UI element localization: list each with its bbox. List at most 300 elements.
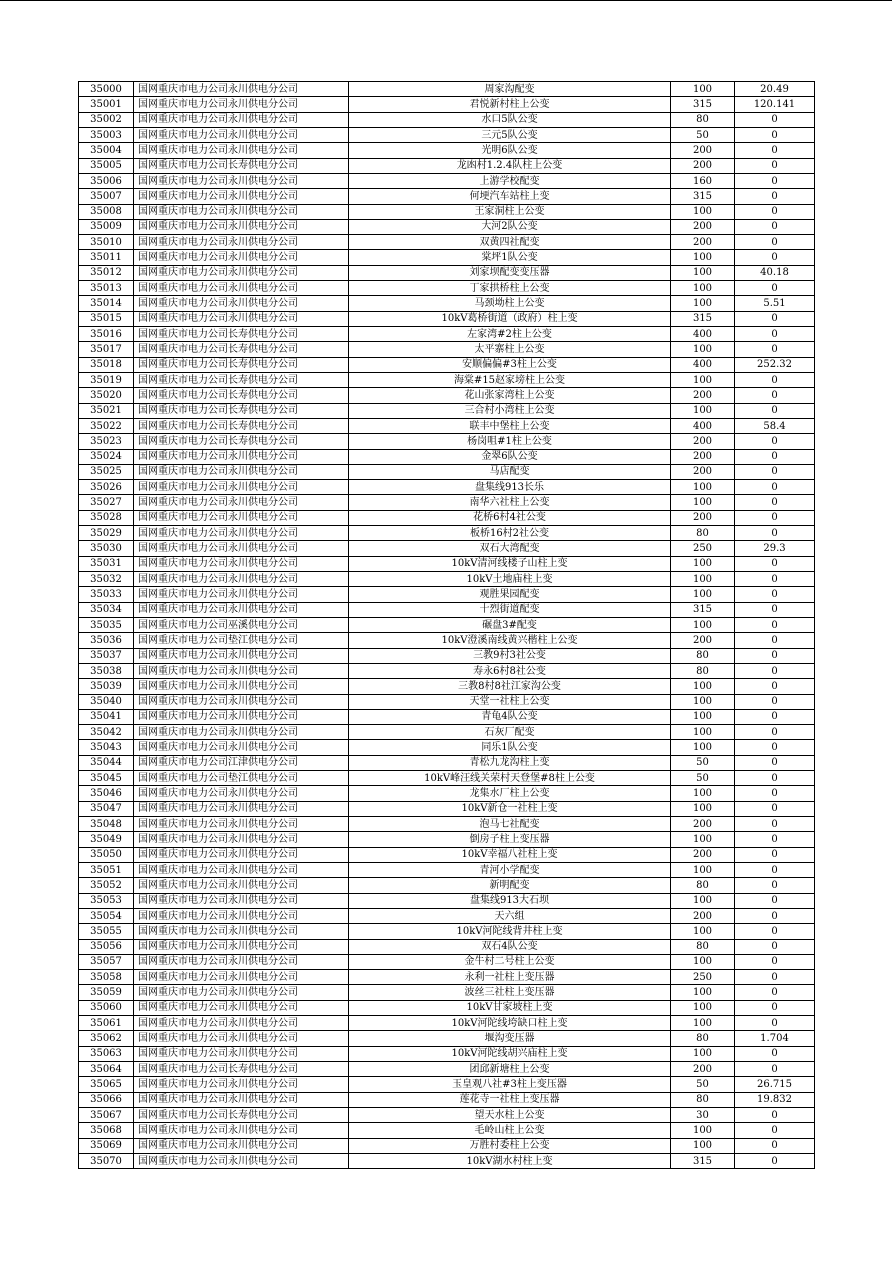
table-row — [79, 862, 815, 877]
cell-company: 国网重庆市电力公司永川供电分公司 — [134, 510, 349, 525]
cell-transformer-name: 王家洞柱上公变 — [349, 204, 671, 219]
cell-transformer-name: 南华六社柱上公变 — [349, 495, 671, 510]
cell-company: 国网重庆市电力公司永川供电分公司 — [134, 556, 349, 571]
cell-value: 0 — [735, 464, 815, 479]
cell-id: 35036 — [79, 633, 134, 648]
cell-value: 0 — [735, 342, 815, 357]
cell-value: 0 — [735, 189, 815, 204]
cell-company: 国网重庆市电力公司永川供电分公司 — [134, 265, 349, 280]
cell-id: 35044 — [79, 755, 134, 770]
table-row — [79, 1123, 815, 1138]
cell-company: 国网重庆市电力公司永川供电分公司 — [134, 311, 349, 326]
cell-id: 35047 — [79, 801, 134, 816]
cell-capacity: 200 — [671, 1062, 735, 1077]
cell-transformer-name: 10kV湖水村柱上变 — [349, 1153, 671, 1168]
cell-capacity: 30 — [671, 1107, 735, 1122]
cell-value: 0 — [735, 158, 815, 173]
table-row — [79, 587, 815, 602]
cell-transformer-name: 永利一社柱上变压器 — [349, 970, 671, 985]
table-row — [79, 786, 815, 801]
cell-value: 0 — [735, 1123, 815, 1138]
cell-capacity: 50 — [671, 1077, 735, 1092]
cell-transformer-name: 10kV峰汪线关荣村天登堡#8柱上公变 — [349, 771, 671, 786]
cell-transformer-name: 水口5队公变 — [349, 112, 671, 127]
cell-company: 国网重庆市电力公司永川供电分公司 — [134, 189, 349, 204]
table-row — [79, 388, 815, 403]
table-row — [79, 985, 815, 1000]
cell-id: 35020 — [79, 388, 134, 403]
cell-id: 35063 — [79, 1046, 134, 1061]
cell-id: 35000 — [79, 82, 134, 97]
cell-id: 35030 — [79, 541, 134, 556]
cell-capacity: 100 — [671, 617, 735, 632]
cell-transformer-name: 寿永6村8社公变 — [349, 663, 671, 678]
cell-transformer-name: 10kV河陀线胡兴庙柱上变 — [349, 1046, 671, 1061]
cell-company: 国网重庆市电力公司永川供电分公司 — [134, 449, 349, 464]
table-row — [79, 158, 815, 173]
cell-value: 0 — [735, 771, 815, 786]
cell-company: 国网重庆市电力公司永川供电分公司 — [134, 862, 349, 877]
cell-capacity: 100 — [671, 709, 735, 724]
cell-id: 35015 — [79, 311, 134, 326]
table-row — [79, 878, 815, 893]
table-row — [79, 327, 815, 342]
cell-capacity: 100 — [671, 1016, 735, 1031]
cell-value: 0 — [735, 709, 815, 724]
cell-value: 0 — [735, 143, 815, 158]
cell-capacity: 100 — [671, 786, 735, 801]
cell-company: 国网重庆市电力公司永川供电分公司 — [134, 786, 349, 801]
cell-company: 国网重庆市电力公司永川供电分公司 — [134, 970, 349, 985]
cell-capacity: 100 — [671, 403, 735, 418]
cell-transformer-name: 三元5队公变 — [349, 127, 671, 142]
table-row — [79, 893, 815, 908]
cell-transformer-name: 青龟4队公变 — [349, 709, 671, 724]
cell-id: 35041 — [79, 709, 134, 724]
cell-company: 国网重庆市电力公司长寿供电分公司 — [134, 434, 349, 449]
table-row — [79, 617, 815, 632]
cell-capacity: 315 — [671, 1153, 735, 1168]
cell-transformer-name: 周家沟配变 — [349, 82, 671, 97]
cell-company: 国网重庆市电力公司永川供电分公司 — [134, 1077, 349, 1092]
cell-value: 0 — [735, 924, 815, 939]
table-row — [79, 663, 815, 678]
cell-id: 35049 — [79, 832, 134, 847]
cell-company: 国网重庆市电力公司永川供电分公司 — [134, 250, 349, 265]
cell-company: 国网重庆市电力公司江津供电分公司 — [134, 755, 349, 770]
table-row — [79, 1077, 815, 1092]
cell-transformer-name: 三合村小湾柱上公变 — [349, 403, 671, 418]
cell-value: 0 — [735, 219, 815, 234]
cell-id: 35058 — [79, 970, 134, 985]
cell-transformer-name: 杨岗咀#1柱上公变 — [349, 434, 671, 449]
cell-id: 35057 — [79, 954, 134, 969]
cell-capacity: 100 — [671, 372, 735, 387]
cell-company: 国网重庆市电力公司永川供电分公司 — [134, 817, 349, 832]
cell-transformer-name: 倒房子柱上变压器 — [349, 832, 671, 847]
cell-value: 29.3 — [735, 541, 815, 556]
cell-company: 国网重庆市电力公司永川供电分公司 — [134, 1000, 349, 1015]
cell-value: 0 — [735, 740, 815, 755]
cell-value: 0 — [735, 1107, 815, 1122]
cell-value: 0 — [735, 648, 815, 663]
table-row — [79, 219, 815, 234]
table-row — [79, 541, 815, 556]
cell-id: 35005 — [79, 158, 134, 173]
table-row — [79, 311, 815, 326]
cell-id: 35003 — [79, 127, 134, 142]
cell-capacity: 100 — [671, 572, 735, 587]
cell-capacity: 200 — [671, 143, 735, 158]
cell-capacity: 315 — [671, 97, 735, 112]
cell-capacity: 200 — [671, 464, 735, 479]
cell-company: 国网重庆市电力公司永川供电分公司 — [134, 709, 349, 724]
cell-value: 0 — [735, 1153, 815, 1168]
cell-value: 0 — [735, 388, 815, 403]
cell-value: 120.141 — [735, 97, 815, 112]
cell-value: 0 — [735, 725, 815, 740]
cell-transformer-name: 三教8村8社江家沟公变 — [349, 679, 671, 694]
cell-transformer-name: 观胜果园配变 — [349, 587, 671, 602]
cell-capacity: 80 — [671, 526, 735, 541]
table-row — [79, 480, 815, 495]
cell-capacity: 100 — [671, 924, 735, 939]
table-row — [79, 740, 815, 755]
cell-value: 19.832 — [735, 1092, 815, 1107]
cell-id: 35031 — [79, 556, 134, 571]
spreadsheet-page — [78, 81, 813, 1169]
table-row — [79, 495, 815, 510]
cell-value: 0 — [735, 633, 815, 648]
cell-company: 国网重庆市电力公司永川供电分公司 — [134, 663, 349, 678]
cell-capacity: 100 — [671, 1046, 735, 1061]
cell-value: 20.49 — [735, 82, 815, 97]
cell-value: 26.715 — [735, 1077, 815, 1092]
cell-capacity: 200 — [671, 434, 735, 449]
cell-value: 0 — [735, 832, 815, 847]
cell-transformer-name: 堰沟变压器 — [349, 1031, 671, 1046]
cell-capacity: 400 — [671, 327, 735, 342]
cell-id: 35043 — [79, 740, 134, 755]
cell-company: 国网重庆市电力公司永川供电分公司 — [134, 1123, 349, 1138]
cell-value: 0 — [735, 281, 815, 296]
cell-value: 0 — [735, 1046, 815, 1061]
cell-capacity: 50 — [671, 127, 735, 142]
cell-company: 国网重庆市电力公司永川供电分公司 — [134, 82, 349, 97]
cell-id: 35013 — [79, 281, 134, 296]
cell-transformer-name: 10kV甘家坡柱上变 — [349, 1000, 671, 1015]
cell-transformer-name: 盘集线913大石坝 — [349, 893, 671, 908]
cell-transformer-name: 10kV河陀线垮缺口柱上变 — [349, 1016, 671, 1031]
cell-capacity: 315 — [671, 602, 735, 617]
table-row — [79, 1016, 815, 1031]
cell-transformer-name: 波丝三社柱上变压器 — [349, 985, 671, 1000]
cell-capacity: 100 — [671, 1000, 735, 1015]
cell-company: 国网重庆市电力公司永川供电分公司 — [134, 526, 349, 541]
cell-company: 国网重庆市电力公司永川供电分公司 — [134, 587, 349, 602]
cell-capacity: 100 — [671, 694, 735, 709]
cell-company: 国网重庆市电力公司永川供电分公司 — [134, 954, 349, 969]
cell-value: 0 — [735, 434, 815, 449]
cell-company: 国网重庆市电力公司永川供电分公司 — [134, 219, 349, 234]
cell-capacity: 100 — [671, 480, 735, 495]
cell-id: 35042 — [79, 725, 134, 740]
table-row — [79, 970, 815, 985]
table-row — [79, 97, 815, 112]
table-row — [79, 924, 815, 939]
cell-transformer-name: 三教9村3社公变 — [349, 648, 671, 663]
cell-value: 0 — [735, 679, 815, 694]
cell-transformer-name: 石灰厂配变 — [349, 725, 671, 740]
cell-id: 35008 — [79, 204, 134, 219]
cell-id: 35006 — [79, 173, 134, 188]
cell-id: 35061 — [79, 1016, 134, 1031]
cell-capacity: 100 — [671, 679, 735, 694]
cell-transformer-name: 莲花寺一社柱上变压器 — [349, 1092, 671, 1107]
cell-value: 0 — [735, 556, 815, 571]
table-row — [79, 296, 815, 311]
cell-company: 国网重庆市电力公司永川供电分公司 — [134, 541, 349, 556]
cell-transformer-name: 万胜村委柱上公变 — [349, 1138, 671, 1153]
cell-id: 35060 — [79, 1000, 134, 1015]
cell-value: 0 — [735, 510, 815, 525]
transformer-table — [78, 81, 815, 1169]
cell-capacity: 200 — [671, 908, 735, 923]
cell-id: 35027 — [79, 495, 134, 510]
cell-id: 35035 — [79, 617, 134, 632]
cell-transformer-name: 金牛村二号柱上公变 — [349, 954, 671, 969]
cell-company: 国网重庆市电力公司永川供电分公司 — [134, 1153, 349, 1168]
cell-capacity: 100 — [671, 954, 735, 969]
cell-transformer-name: 毛岭山柱上公变 — [349, 1123, 671, 1138]
table-row — [79, 1153, 815, 1168]
cell-value: 0 — [735, 908, 815, 923]
cell-id: 35010 — [79, 235, 134, 250]
cell-transformer-name: 大河2队公变 — [349, 219, 671, 234]
cell-company: 国网重庆市电力公司长寿供电分公司 — [134, 1062, 349, 1077]
cell-transformer-name: 左家湾#2柱上公变 — [349, 327, 671, 342]
cell-transformer-name: 何埂汽车站柱上变 — [349, 189, 671, 204]
cell-id: 35053 — [79, 893, 134, 908]
cell-transformer-name: 花山张家湾柱上公变 — [349, 388, 671, 403]
cell-transformer-name: 团邱新塘柱上公变 — [349, 1062, 671, 1077]
cell-id: 35050 — [79, 847, 134, 862]
cell-capacity: 50 — [671, 771, 735, 786]
table-row — [79, 954, 815, 969]
cell-id: 35034 — [79, 602, 134, 617]
cell-value: 0 — [735, 801, 815, 816]
cell-value: 0 — [735, 1016, 815, 1031]
cell-value: 0 — [735, 878, 815, 893]
cell-capacity: 200 — [671, 817, 735, 832]
table-row — [79, 908, 815, 923]
cell-transformer-name: 海棠#15赵家塝柱上公变 — [349, 372, 671, 387]
table-row — [79, 694, 815, 709]
cell-company: 国网重庆市电力公司永川供电分公司 — [134, 1016, 349, 1031]
cell-id: 35007 — [79, 189, 134, 204]
cell-company: 国网重庆市电力公司永川供电分公司 — [134, 878, 349, 893]
table-row — [79, 449, 815, 464]
table-row — [79, 679, 815, 694]
cell-transformer-name: 望天水柱上公变 — [349, 1107, 671, 1122]
table-row — [79, 755, 815, 770]
cell-company: 国网重庆市电力公司永川供电分公司 — [134, 173, 349, 188]
cell-capacity: 160 — [671, 173, 735, 188]
cell-value: 0 — [735, 235, 815, 250]
cell-transformer-name: 龙集水厂柱上公变 — [349, 786, 671, 801]
cell-value: 0 — [735, 939, 815, 954]
cell-id: 35032 — [79, 572, 134, 587]
cell-id: 35026 — [79, 480, 134, 495]
cell-transformer-name: 双黄四社配变 — [349, 235, 671, 250]
cell-company: 国网重庆市电力公司永川供电分公司 — [134, 893, 349, 908]
cell-id: 35068 — [79, 1123, 134, 1138]
cell-value: 0 — [735, 250, 815, 265]
table-row — [79, 235, 815, 250]
cell-transformer-name: 光明6队公变 — [349, 143, 671, 158]
cell-id: 35046 — [79, 786, 134, 801]
cell-capacity: 100 — [671, 862, 735, 877]
cell-capacity: 100 — [671, 740, 735, 755]
cell-value: 0 — [735, 1062, 815, 1077]
cell-capacity: 100 — [671, 250, 735, 265]
cell-transformer-name: 上游学校配变 — [349, 173, 671, 188]
table-row — [79, 173, 815, 188]
cell-capacity: 200 — [671, 510, 735, 525]
cell-value: 0 — [735, 495, 815, 510]
cell-value: 0 — [735, 786, 815, 801]
cell-id: 35033 — [79, 587, 134, 602]
cell-value: 0 — [735, 617, 815, 632]
cell-company: 国网重庆市电力公司长寿供电分公司 — [134, 372, 349, 387]
cell-company: 国网重庆市电力公司长寿供电分公司 — [134, 357, 349, 372]
cell-capacity: 100 — [671, 725, 735, 740]
cell-value: 0 — [735, 970, 815, 985]
cell-transformer-name: 双石大湾配变 — [349, 541, 671, 556]
cell-id: 35059 — [79, 985, 134, 1000]
cell-value: 0 — [735, 694, 815, 709]
cell-company: 国网重庆市电力公司永川供电分公司 — [134, 939, 349, 954]
cell-id: 35048 — [79, 817, 134, 832]
cell-transformer-name: 天六组 — [349, 908, 671, 923]
cell-company: 国网重庆市电力公司垫江供电分公司 — [134, 771, 349, 786]
cell-id: 35022 — [79, 418, 134, 433]
cell-id: 35062 — [79, 1031, 134, 1046]
cell-value: 0 — [735, 372, 815, 387]
table-row — [79, 250, 815, 265]
cell-capacity: 250 — [671, 541, 735, 556]
cell-company: 国网重庆市电力公司永川供电分公司 — [134, 127, 349, 142]
table-row — [79, 1046, 815, 1061]
cell-transformer-name: 新明配变 — [349, 878, 671, 893]
cell-value: 0 — [735, 663, 815, 678]
cell-transformer-name: 盘集线913长乐 — [349, 480, 671, 495]
cell-value: 0 — [735, 847, 815, 862]
table-row — [79, 939, 815, 954]
cell-capacity: 100 — [671, 204, 735, 219]
cell-capacity: 100 — [671, 801, 735, 816]
cell-transformer-name: 碾盘3#配变 — [349, 617, 671, 632]
cell-transformer-name: 10kV葛桥街道（政府）柱上变 — [349, 311, 671, 326]
cell-id: 35040 — [79, 694, 134, 709]
cell-capacity: 200 — [671, 388, 735, 403]
table-row — [79, 189, 815, 204]
table-row — [79, 1107, 815, 1122]
cell-id: 35002 — [79, 112, 134, 127]
cell-transformer-name: 玉皇观八社#3柱上变压器 — [349, 1077, 671, 1092]
cell-value: 1.704 — [735, 1031, 815, 1046]
cell-company: 国网重庆市电力公司长寿供电分公司 — [134, 327, 349, 342]
cell-transformer-name: 棠坪1队公变 — [349, 250, 671, 265]
cell-capacity: 100 — [671, 556, 735, 571]
cell-company: 国网重庆市电力公司长寿供电分公司 — [134, 403, 349, 418]
cell-id: 35017 — [79, 342, 134, 357]
cell-company: 国网重庆市电力公司永川供电分公司 — [134, 924, 349, 939]
cell-capacity: 200 — [671, 633, 735, 648]
cell-transformer-name: 金翠6队公变 — [349, 449, 671, 464]
cell-company: 国网重庆市电力公司永川供电分公司 — [134, 602, 349, 617]
cell-transformer-name: 10kV新仓一社柱上变 — [349, 801, 671, 816]
cell-company: 国网重庆市电力公司永川供电分公司 — [134, 296, 349, 311]
cell-id: 35055 — [79, 924, 134, 939]
cell-capacity: 100 — [671, 893, 735, 908]
table-row — [79, 602, 815, 617]
cell-capacity: 400 — [671, 418, 735, 433]
cell-company: 国网重庆市电力公司永川供电分公司 — [134, 1092, 349, 1107]
cell-id: 35011 — [79, 250, 134, 265]
cell-capacity: 80 — [671, 648, 735, 663]
cell-id: 35023 — [79, 434, 134, 449]
cell-company: 国网重庆市电力公司永川供电分公司 — [134, 1138, 349, 1153]
cell-capacity: 100 — [671, 82, 735, 97]
cell-id: 35024 — [79, 449, 134, 464]
table-row — [79, 82, 815, 97]
table-row — [79, 633, 815, 648]
cell-capacity: 50 — [671, 755, 735, 770]
cell-value: 0 — [735, 1138, 815, 1153]
cell-value: 0 — [735, 112, 815, 127]
cell-company: 国网重庆市电力公司永川供电分公司 — [134, 908, 349, 923]
cell-transformer-name: 同乐1队公变 — [349, 740, 671, 755]
table-row — [79, 418, 815, 433]
cell-value: 0 — [735, 572, 815, 587]
cell-value: 58.4 — [735, 418, 815, 433]
table-row — [79, 112, 815, 127]
cell-value: 40.18 — [735, 265, 815, 280]
cell-transformer-name: 丁家拱桥柱上公变 — [349, 281, 671, 296]
table-body — [79, 82, 815, 1169]
table-row — [79, 372, 815, 387]
cell-id: 35014 — [79, 296, 134, 311]
cell-id: 35054 — [79, 908, 134, 923]
table-row — [79, 403, 815, 418]
table-row — [79, 1000, 815, 1015]
table-row — [79, 1031, 815, 1046]
cell-capacity: 80 — [671, 878, 735, 893]
cell-id: 35065 — [79, 1077, 134, 1092]
cell-value: 0 — [735, 204, 815, 219]
cell-company: 国网重庆市电力公司巫溪供电分公司 — [134, 617, 349, 632]
cell-company: 国网重庆市电力公司永川供电分公司 — [134, 1031, 349, 1046]
cell-company: 国网重庆市电力公司永川供电分公司 — [134, 648, 349, 663]
cell-capacity: 315 — [671, 311, 735, 326]
cell-transformer-name: 刘家坝配变变压器 — [349, 265, 671, 280]
cell-value: 0 — [735, 817, 815, 832]
cell-transformer-name: 花桥6村4社公变 — [349, 510, 671, 525]
cell-id: 35051 — [79, 862, 134, 877]
cell-company: 国网重庆市电力公司永川供电分公司 — [134, 725, 349, 740]
cell-value: 0 — [735, 587, 815, 602]
